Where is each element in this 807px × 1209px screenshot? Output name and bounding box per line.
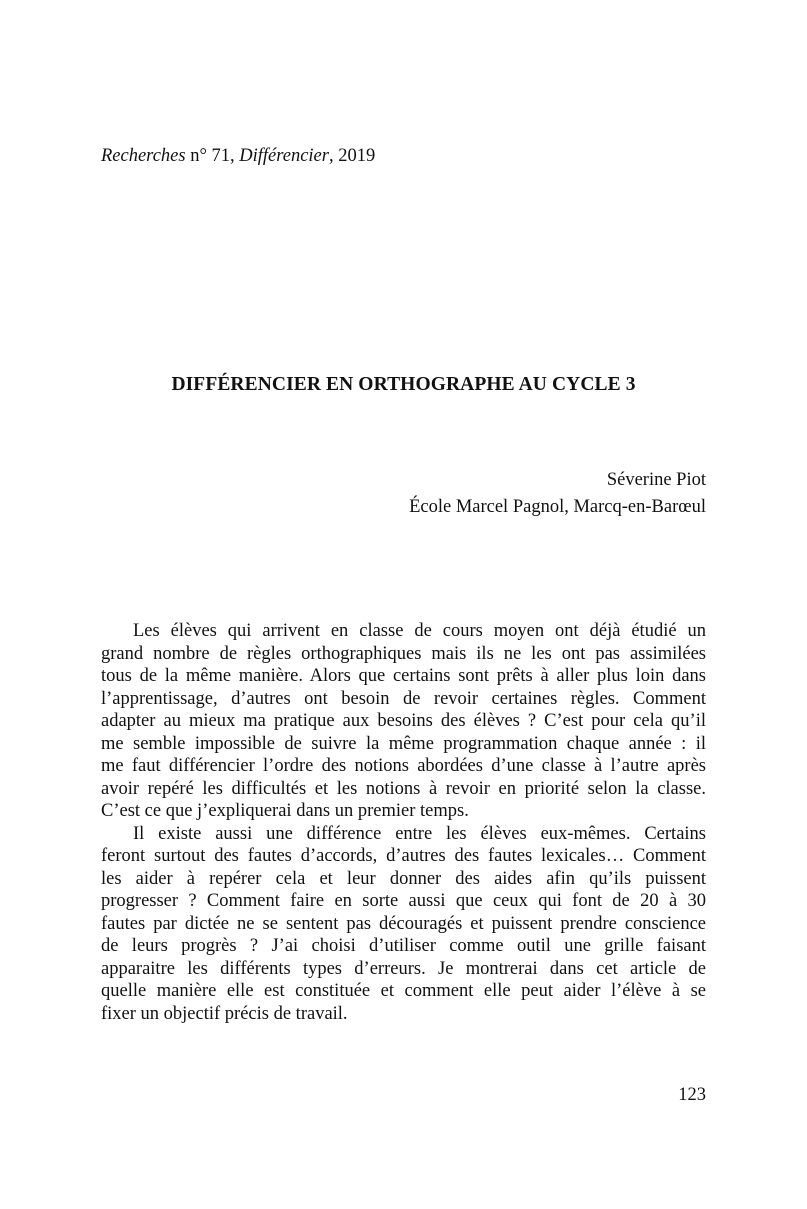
paragraph-line: avoir repéré les difficultés et les notions à revoir en priorité selon la classe.	[101, 778, 706, 799]
article-body	[101, 620, 706, 1025]
paragraph-line: tous de la même manière. Alors que certains sont prêts à aller plus loin dans	[101, 666, 706, 686]
page-number: 123	[678, 1085, 706, 1105]
paragraph-line: apparaitre les différents types d’erreurs. Je montrerai dans cet article de	[101, 958, 706, 979]
journal-name: Recherches	[101, 146, 186, 166]
paragraph-line: feront surtout des fautes d’accords, d’autres des fautes lexicales… Comment	[101, 846, 706, 866]
paragraph-line: fautes par dictée ne se sentent pas découragés et puissent prendre conscience	[101, 913, 706, 934]
author-affiliation: École Marcel Pagnol, Marcq-en-Barœul	[409, 496, 706, 517]
paragraph-line: de leurs progrès ? J’ai choisi d’utiliser comme outil une grille faisant	[101, 936, 706, 956]
paragraph-line: grand nombre de règles orthographiques mais ils ne les ont pas assimilées	[101, 643, 706, 664]
paragraph-line: Les élèves qui arrivent en classe de cours moyen ont déjà étudié un	[133, 621, 706, 641]
paragraph-line: me semble impossible de suivre la même programmation chaque année : il	[101, 733, 706, 754]
paragraph	[101, 620, 706, 823]
paragraph-line: progresser ? Comment faire en sorte aussi que ceux qui font de 20 à 30	[101, 891, 706, 911]
author-name: Séverine Piot	[606, 470, 706, 490]
paragraph-line: me faut différencier l’ordre des notions abordées d’une classe à l’autre après	[101, 756, 706, 776]
paragraph-line: adapter au mieux ma pratique aux besoins des élèves ? C’est pour cela qu’il	[101, 711, 706, 731]
paragraph-line: C’est ce que j’expliquerai dans un premier temps.	[101, 801, 469, 821]
issue-number: n° 71,	[185, 146, 240, 166]
paragraph-line: fixer un objectif précis de travail.	[101, 1003, 348, 1024]
article-title: DIFFÉRENCIER EN ORTHOGRAPHE AU CYCLE 3	[171, 374, 636, 395]
paragraph-line: les aider à repérer cela et leur donner des aides afin qu’ils puissent	[101, 868, 706, 889]
author-block	[409, 467, 706, 520]
paragraph-line: quelle manière elle est constituée et comment elle peut aider l’élève à se	[101, 981, 706, 1001]
running-header	[101, 143, 375, 169]
paragraph-line: l’apprentissage, d’autres ont besoin de revoir certaines règles. Comment	[101, 688, 706, 709]
issue-theme: Différencier	[239, 146, 329, 166]
paragraph-line: Il existe aussi une différence entre les élèves eux-mêmes. Certains	[133, 823, 706, 844]
paragraph	[101, 823, 706, 1026]
issue-year: , 2019	[328, 146, 376, 166]
